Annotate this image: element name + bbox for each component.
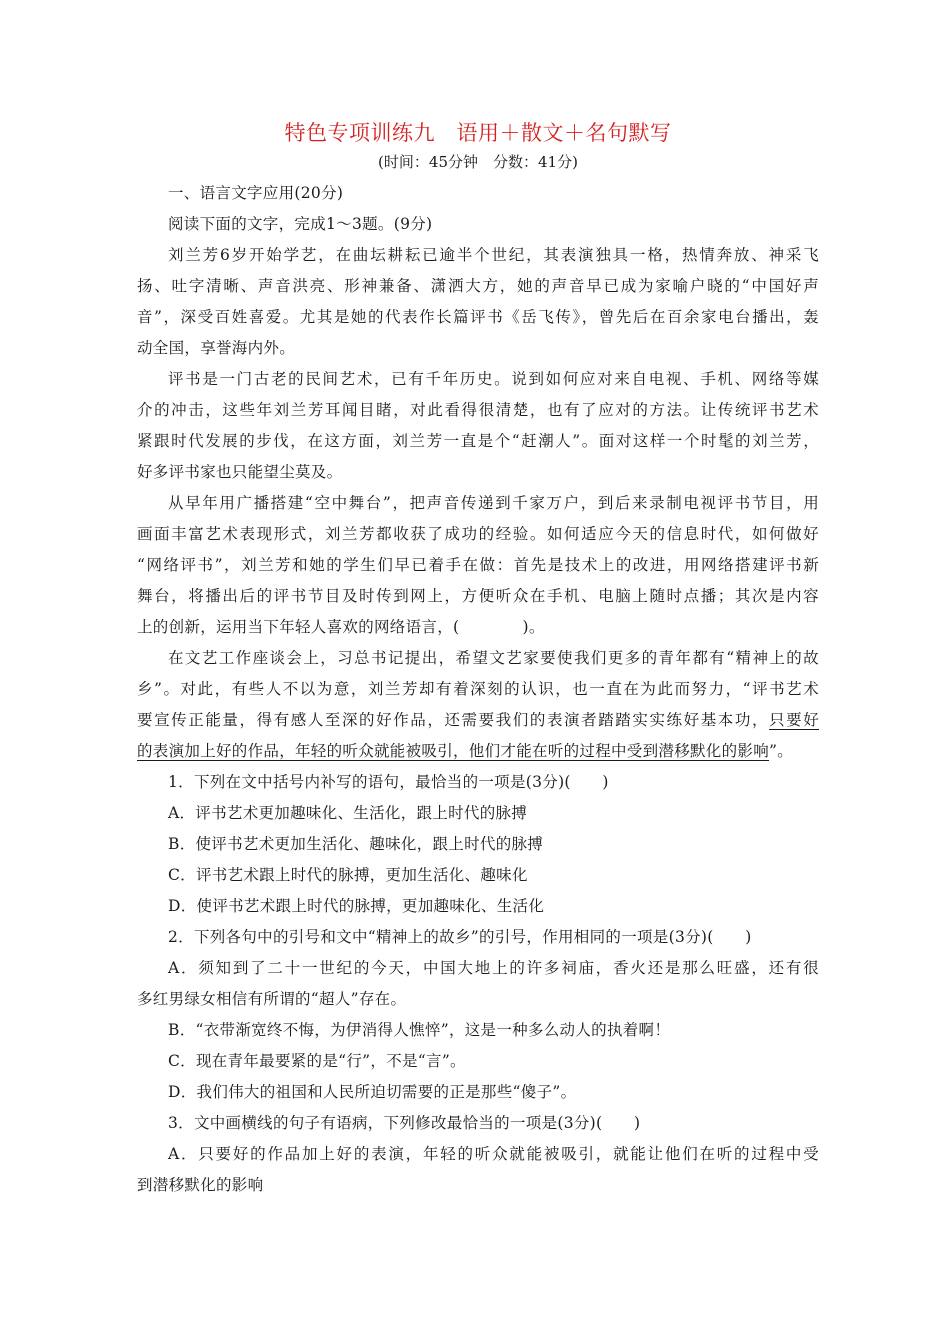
question-2 bbox=[137, 922, 819, 1108]
option-a: A．只要好的作品加上好的表演，年轻的听众就能被吸引，就能让他们在听的过程中受 bbox=[168, 1145, 819, 1163]
question-1 bbox=[137, 767, 819, 922]
option-d: D．我们伟大的祖国和人民所迫切需要的正是那些“傻子”。 bbox=[168, 1083, 577, 1101]
text-line: 好多评书家也只能望尘莫及。 bbox=[137, 463, 343, 481]
text-line: 从早年用广播搭建“空中舞台”，把声音传递到千家万户，到后来录制电视评书节目，用 bbox=[168, 494, 819, 512]
option-a: A．须知到了二十一世纪的今天，中国大地上的许多祠庙，香火还是那么旺盛，还有很 bbox=[168, 959, 819, 977]
text-line bbox=[137, 705, 819, 736]
option-a-cont: 多红男绿女相信有所谓的“超人”存在。 bbox=[137, 990, 407, 1008]
document-page bbox=[137, 118, 819, 1201]
text-line: 刘兰芳6岁开始学艺，在曲坛耕耘已逾半个世纪，其表演独具一格，热情奔放、神采飞 bbox=[168, 246, 819, 264]
text-line: 动全国，享誉海内外。 bbox=[137, 339, 296, 357]
paragraph-4 bbox=[137, 643, 819, 767]
text-line: 在文艺工作座谈会上，习总书记提出，希望文艺家要使我们更多的青年都有“精神上的故 bbox=[168, 649, 819, 667]
text-line: 介的冲击，这些年刘兰芳耳闻目睹，对此看得很清楚，也有了应对的方法。让传统评书艺术 bbox=[137, 401, 819, 419]
text-line: 舞台，将播出后的评书节目及时传到网上，方便听众在手机、电脑上随时点播；其次是内容 bbox=[137, 587, 819, 605]
option-c: C．现在青年最要紧的是“行”，不是“言”。 bbox=[168, 1052, 466, 1070]
question-stem: 3．文中画横线的句子有语病，下列修改最恰当的一项是(3分)( ) bbox=[168, 1114, 641, 1132]
document-subtitle: (时间：45分钟 分数：41分) bbox=[378, 153, 578, 171]
text-line: 音”，深受百姓喜爱。尤其是她的代表作长篇评书《岳飞传》，曾先后在百余家电台播出，轰 bbox=[137, 308, 819, 326]
instruction: 阅读下面的文字，完成1～3题。(9分) bbox=[168, 215, 433, 233]
paragraph-3 bbox=[137, 488, 819, 643]
text-line: 画面丰富艺术表现形式，刘兰芳都收获了成功的经验。如何适应今天的信息时代，如何做好 bbox=[137, 525, 819, 543]
document-title: 特色专项训练九 语用＋散文＋名句默写 bbox=[284, 121, 672, 145]
text-line: 上的创新，运用当下年轻人喜欢的网络语言，( )。 bbox=[137, 618, 545, 636]
text-segment: ”。 bbox=[769, 742, 794, 760]
option-c: C．评书艺术跟上时代的脉搏，更加生活化、趣味化 bbox=[168, 866, 528, 884]
text-line: 乡”。对此，有些人不以为意，刘兰芳却有着深刻的认识，也一直在为此而努力，“评书艺术 bbox=[137, 680, 819, 698]
text-segment: 要宣传正能量，得有感人至深的好作品，还需要我们的表演者踏踏实实练好基本功， bbox=[137, 711, 770, 729]
option-b: B．使评书艺术更加生活化、趣味化，跟上时代的脉搏 bbox=[168, 835, 544, 853]
question-stem: 2．下列各句中的引号和文中“精神上的故乡”的引号，作用相同的一项是(3分)( ) bbox=[168, 928, 752, 946]
text-line: 评书是一门古老的民间艺术，已有千年历史。说到如何应对来自电视、手机、网络等媒 bbox=[168, 370, 819, 388]
text-line: “网络评书”，刘兰芳和她的学生们早已着手在做：首先是技术上的改进，用网络搭建评书新 bbox=[137, 556, 819, 574]
underlined-sentence: 的表演加上好的作品，年轻的听众就能被吸引，他们才能在听的过程中受到潜移默化的影响 bbox=[137, 742, 770, 760]
text-line bbox=[137, 736, 819, 767]
option-a: A．评书艺术更加趣味化、生活化，跟上时代的脉搏 bbox=[168, 804, 528, 822]
paragraph-1 bbox=[137, 240, 819, 364]
underlined-sentence-start: 只要好 bbox=[769, 711, 819, 729]
question-stem: 1．下列在文中括号内补写的语句，最恰当的一项是(3分)( ) bbox=[168, 773, 609, 791]
text-line: 紧跟时代发展的步伐，在这方面，刘兰芳一直是个“赶潮人”。面对这样一个时髦的刘兰芳， bbox=[137, 432, 819, 450]
option-d: D．使评书艺术跟上时代的脉搏，更加趣味化、生活化 bbox=[168, 897, 545, 915]
option-b: B．“衣带渐宽终不悔，为伊消得人憔悴”，这是一种多么动人的执着啊！ bbox=[168, 1021, 671, 1039]
paragraph-2 bbox=[137, 364, 819, 488]
option-a-cont: 到潜移默化的影响 bbox=[137, 1176, 264, 1194]
text-line: 扬、吐字清晰、声音洪亮、形神兼备、潇洒大方，她的声音早已成为家喻户晓的“中国好声 bbox=[137, 277, 819, 295]
section-heading: 一、语言文字应用(20分) bbox=[168, 184, 344, 202]
question-3 bbox=[137, 1108, 819, 1201]
